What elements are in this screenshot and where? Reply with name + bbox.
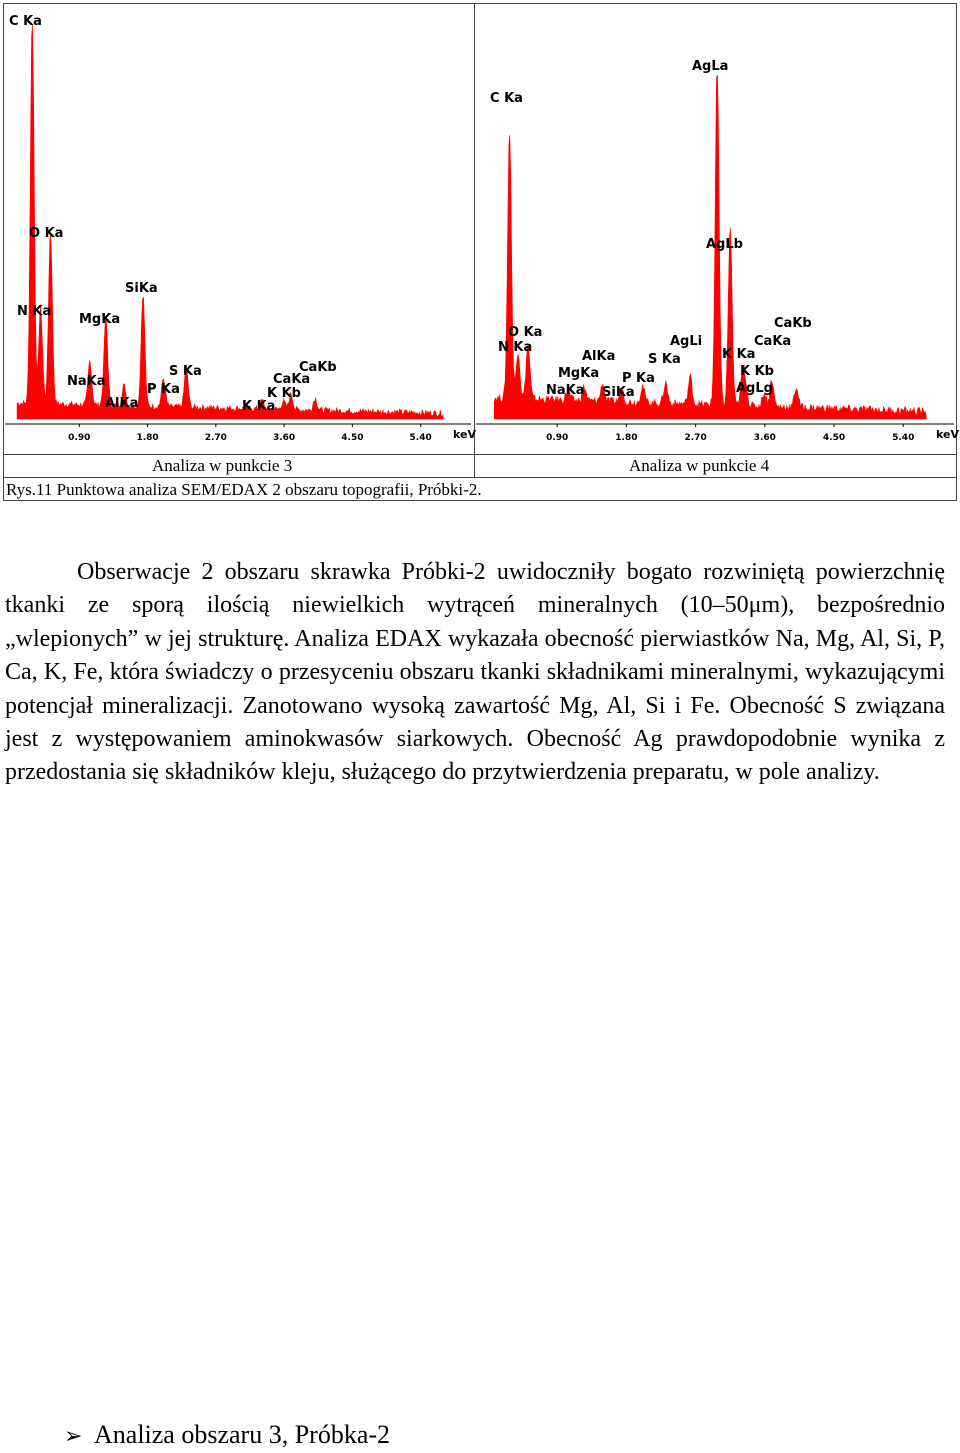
x-tick-label: 0.90 — [68, 433, 91, 443]
x-tick-label: 4.50 — [822, 433, 846, 443]
peak-label: CaKb — [774, 316, 812, 331]
peak-label: SiKa — [125, 281, 158, 296]
x-tick-label: 2.70 — [204, 433, 227, 443]
peak-label: MgKa — [558, 366, 600, 381]
table-row-divider — [4, 477, 956, 478]
peak-label: AlKa — [105, 396, 139, 411]
chart-caption-point-3: Analiza w punkcie 3 — [152, 456, 293, 475]
x-axis-label: keV — [936, 428, 959, 441]
peak-label: AlKa — [582, 349, 616, 364]
peak-label: S Ka — [648, 352, 681, 367]
peak-label: N Ka — [498, 340, 533, 355]
peak-label: CaKa — [754, 334, 792, 349]
x-tick-label: 2.70 — [684, 433, 707, 443]
figure-table — [3, 3, 957, 501]
spectrum-area — [17, 25, 443, 419]
peak-label: AgLi — [670, 334, 703, 349]
x-tick-label: 5.40 — [409, 433, 432, 443]
peak-label: S Ka — [169, 364, 202, 379]
arrow-bullet-icon: ➢ — [64, 1424, 83, 1449]
bullet-text: Analiza obszaru 3, Próbka-2 — [94, 1420, 391, 1449]
peak-label: AgLa — [692, 59, 729, 74]
x-tick-label: 3.60 — [272, 433, 296, 443]
peak-label: P Ka — [147, 382, 180, 397]
edax-spectrum-point-4 — [476, 5, 959, 453]
peak-label: MgKa — [79, 312, 121, 327]
figure-caption: Rys.11 Punktowa analiza SEM/EDAX 2 obszaru topografii, Próbki-2. — [6, 480, 482, 499]
paragraph: Obserwacje 2 obszaru skrawka Próbki-2 uwidoczniły bogato rozwiniętą powierzchnię tkanki ze sporą ilością niewielkich wytrąceń mineralnych (10–50μm), bezpośrednio „wlepionych” w jej strukturę. Analiza EDAX wykazała obecność pierwiastków Na, Mg, Al, Si, P, Ca, K, Fe, która świadczy o przesyceniu obszaru tkanki składnikami mineralnymi, wykazującymi potencjał mineralizacji. Zanotowano wysoką zawartość Mg, Al, Si i Fe. Obecność S związana jest z występowaniem aminokwasów siarkowych. Obecność Ag prawdopodobnie wynika z przedostania się składników kleju, służącego do przytwierdzenia preparatu, w pole analizy. — [5, 559, 945, 786]
table-column-divider — [474, 4, 475, 477]
peak-label: N Ka — [17, 304, 52, 319]
peak-label: NaKa — [546, 383, 585, 398]
peak-label: CaKa — [273, 372, 311, 387]
peak-label: K Kb — [267, 386, 301, 401]
peak-label: AgLg — [736, 381, 773, 396]
x-tick-label: 1.80 — [136, 433, 159, 443]
x-tick-label: 5.40 — [892, 433, 915, 443]
x-tick-label: 4.50 — [341, 433, 364, 443]
body-text — [5, 556, 945, 790]
peak-label: NaKa — [67, 374, 106, 389]
peak-label: AgLb — [706, 237, 743, 252]
peak-label: CaKb — [299, 360, 337, 375]
peak-label: P Ka — [622, 371, 655, 386]
peak-label: SiKa — [602, 385, 635, 400]
peak-label: C Ka — [490, 91, 523, 106]
x-tick-label: 1.80 — [615, 433, 638, 443]
x-axis-label: keV — [453, 428, 476, 441]
peak-label: C Ka — [9, 14, 42, 29]
peak-label: O Ka — [29, 226, 64, 241]
table-row-divider — [4, 454, 956, 455]
chart-caption-point-4: Analiza w punkcie 4 — [629, 456, 770, 475]
peak-label: K Kb — [740, 364, 774, 379]
x-tick-label: 0.90 — [546, 433, 569, 443]
peak-label: K Ka — [242, 399, 276, 414]
x-tick-label: 3.60 — [753, 433, 776, 443]
edax-spectrum-point-3 — [5, 5, 476, 453]
peak-label: K Ka — [722, 347, 756, 362]
section-bullet — [64, 1419, 390, 1453]
peak-label: O Ka — [508, 325, 543, 340]
